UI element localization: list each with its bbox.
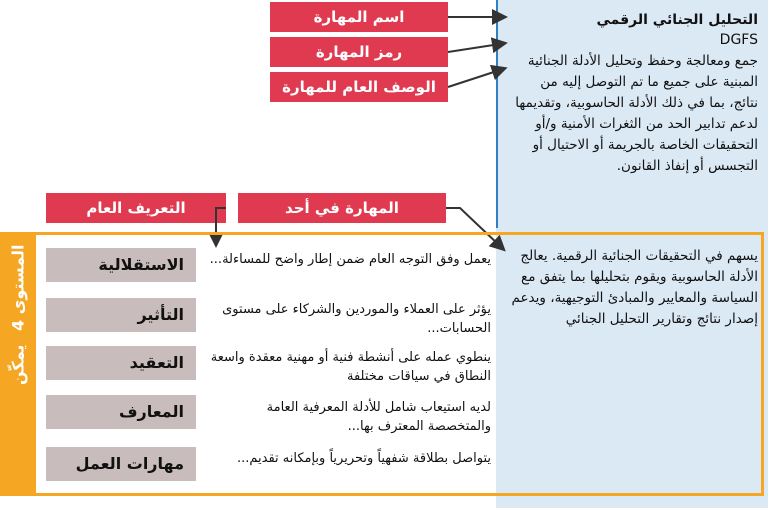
label-level-skill: المهارة في أحد المستويات bbox=[238, 193, 446, 223]
attr-name-complexity: التعقيد bbox=[46, 346, 196, 380]
attr-text-influence: يؤثر على العملاء والموردين والشركاء على مستوى الحسابات... bbox=[222, 302, 491, 336]
label-skill-code: رمز المهارة bbox=[270, 37, 448, 67]
skill-name: التحليل الجنائي الرقمي bbox=[596, 12, 758, 28]
attr-name-knowledge: المعارف bbox=[46, 395, 196, 429]
attr-text-complexity: ينطوي عمله على أنشطة فنية أو مهنية معقدة واسعة النطاق في سياقات مختلفة bbox=[210, 350, 491, 384]
attr-text-business-skills: يتواصل بطلاقة شفهياً وتحريرياً وبإمكانه تقديم... bbox=[236, 451, 491, 466]
label-level-definition: التعريف العام للمستوى bbox=[46, 193, 226, 223]
attr-text-autonomy: يعمل وفق التوجه العام ضمن إطار واضح للمساءلة... bbox=[209, 252, 491, 267]
level-description: يسهم في التحقيقات الجنائية الرقمية. يعالج الأدلة الحاسوبية ويقوم بتحليلها بما يتفق مع السياسة والمعايير والمبادئ التوجيهية، ويدعم إصدار نتائج وتقارير التحليل الجنائي bbox=[511, 248, 758, 327]
label-skill-description: الوصف العام للمهارة bbox=[270, 72, 448, 102]
attr-name-influence: التأثير bbox=[46, 298, 196, 332]
label-skill-name: اسم المهارة bbox=[270, 2, 448, 32]
level-can: يمكّن bbox=[8, 344, 28, 386]
attr-name-autonomy: الاستقلالية bbox=[46, 248, 196, 282]
attr-text-knowledge: لديه استيعاب شامل للأدلة المعرفية العامة والمتخصصة المعترف بها... bbox=[266, 400, 491, 434]
skill-code: DGFS bbox=[719, 32, 758, 48]
connector-skill-description bbox=[448, 70, 500, 87]
level-title: المستوى 4 bbox=[8, 244, 28, 332]
connector-skill-code bbox=[448, 44, 500, 52]
attr-name-business-skills: مهارات العمل bbox=[46, 447, 196, 481]
skill-description: جمع ومعالجة وحفظ وتحليل الأدلة الجنائية المبنية على جميع ما تم التوصل إليه من نتائج، بما في ذلك الأدلة الحاسوبية، وتقديمها لدعم تدابير الحد من الثغرات الأمنية و/أو التحقيقات الخاصة بالجريمة أو الاحتيال أو التجسس أو إنفاذ القانون. bbox=[515, 53, 758, 174]
